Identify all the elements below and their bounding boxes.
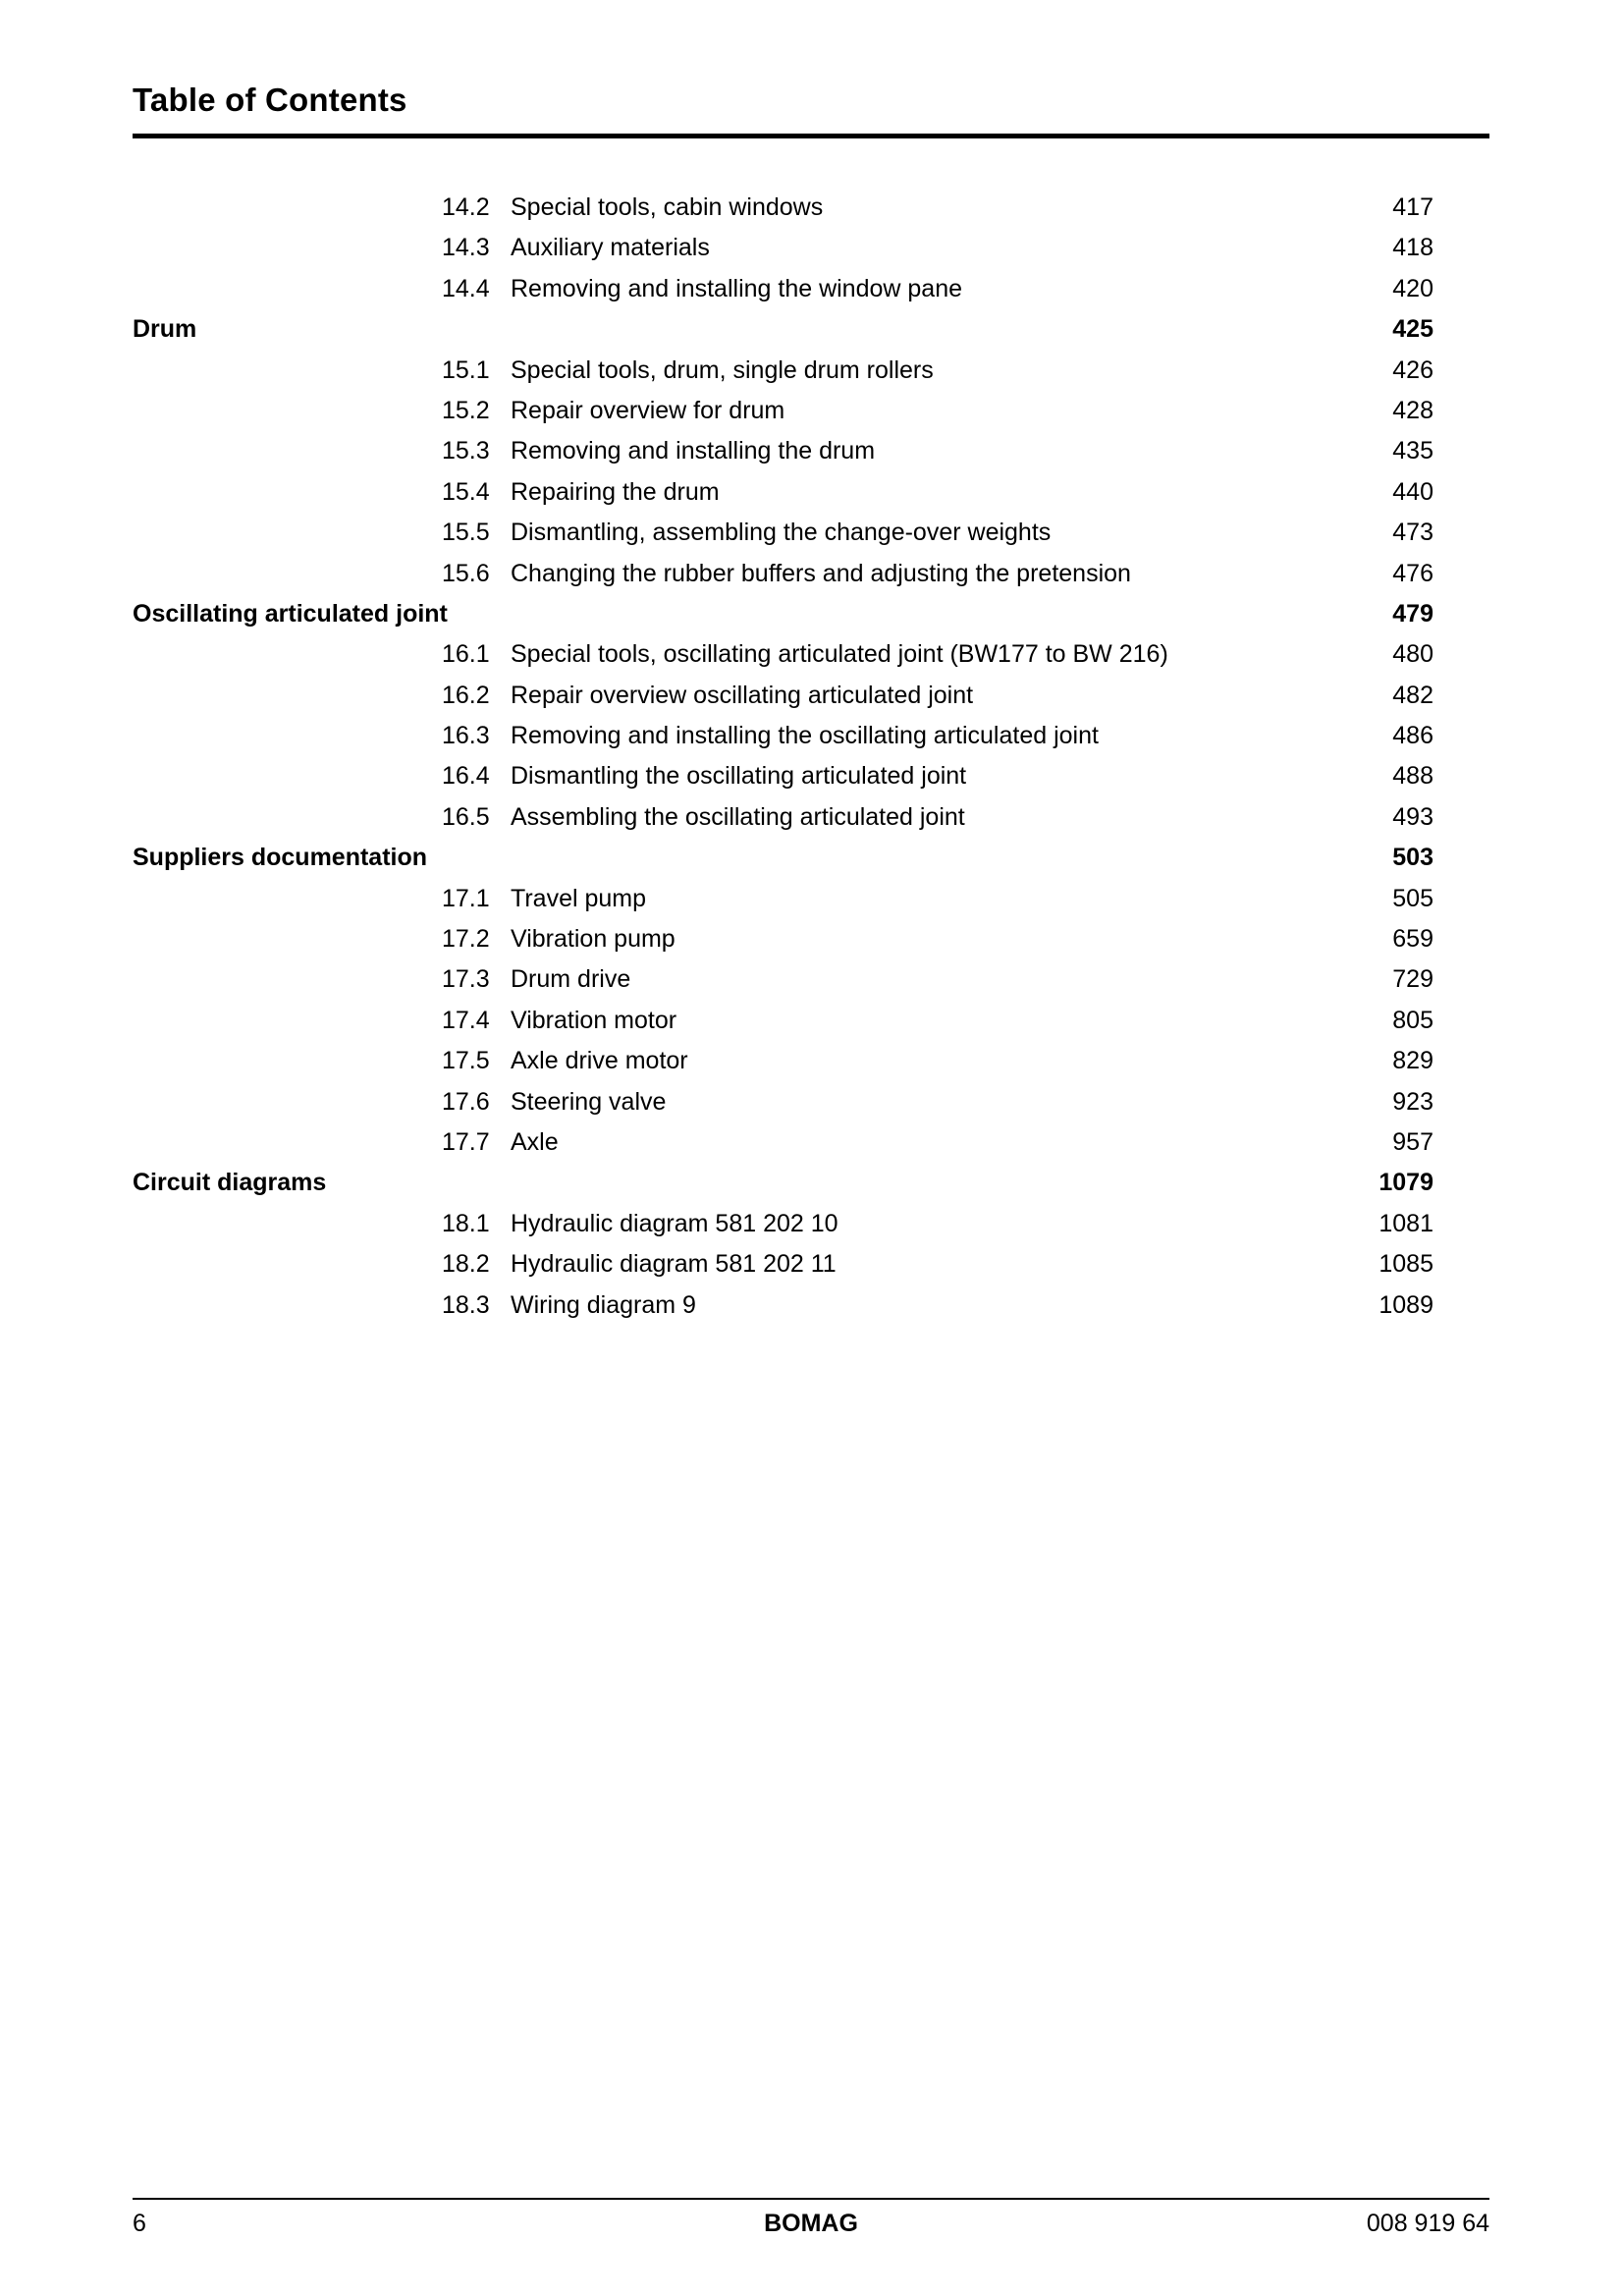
toc-entry-page: 473 [1392, 519, 1433, 547]
toc-entry-page: 486 [1392, 722, 1433, 750]
toc-entry-page: 488 [1392, 762, 1433, 791]
toc-entry-row [133, 513, 1489, 553]
toc-entry-title: Auxiliary materials [511, 234, 710, 262]
toc-entry-left [133, 554, 1131, 594]
toc-entry-page: 435 [1392, 437, 1433, 465]
toc-entry-number: 15.4 [442, 477, 490, 506]
toc-entry-title: Vibration motor [511, 1006, 677, 1034]
toc-entry-row [133, 1244, 1489, 1285]
toc-entry-left [133, 431, 875, 471]
toc-entry-row [133, 879, 1489, 919]
toc-entry-title: Axle drive motor [511, 1047, 688, 1075]
toc-entry-page: 418 [1392, 234, 1433, 262]
toc-entry-page: 425 [1392, 315, 1433, 344]
toc-entry-page: 440 [1392, 477, 1433, 506]
toc-entry-number: 15.2 [442, 396, 490, 424]
toc-entry-left [133, 959, 630, 1000]
toc-entry-row [133, 269, 1489, 309]
toc-entry-number: 18.2 [442, 1250, 490, 1279]
toc-entry-left [133, 269, 962, 309]
toc-entry-left [133, 351, 934, 391]
toc-entry-left [133, 1163, 326, 1203]
toc-entry-title: Steering valve [511, 1087, 667, 1116]
toc-entry-number: 16.1 [442, 640, 490, 669]
toc-entry-left [133, 756, 966, 796]
toc-entry-number: 14.2 [442, 193, 490, 221]
toc-entry-row [133, 1082, 1489, 1122]
toc-entry-title: Repairing the drum [511, 477, 720, 506]
toc-entry-page: 829 [1392, 1047, 1433, 1075]
toc-entry-title: Special tools, cabin windows [511, 193, 824, 221]
toc-entry-number: 14.3 [442, 234, 490, 262]
toc-entry-number: 15.6 [442, 559, 490, 587]
toc-entry-number: 18.3 [442, 1290, 490, 1319]
toc-entry-left [133, 838, 427, 878]
toc-entry-row [133, 797, 1489, 838]
toc-entry-title: Travel pump [511, 884, 647, 912]
toc-entry-number: 17.3 [442, 965, 490, 994]
toc-section-row [133, 838, 1489, 878]
toc-entry-page: 482 [1392, 681, 1433, 709]
toc-entry-title: Drum drive [511, 965, 631, 994]
toc-entry-left [133, 919, 676, 959]
toc-entry-row [133, 1001, 1489, 1041]
toc-entry-title: Changing the rubber buffers and adjusting the pretension [511, 559, 1131, 587]
toc-entry-title: Hydraulic diagram 581 202 10 [511, 1209, 838, 1237]
toc-entry-page: 805 [1392, 1006, 1433, 1034]
toc-entry-title: Removing and installing the drum [511, 437, 876, 465]
toc-section-row [133, 1163, 1489, 1203]
toc-entry-row [133, 554, 1489, 594]
toc-entry-page: 476 [1392, 559, 1433, 587]
footer-doc-number: 008 919 64 [1366, 2210, 1490, 2237]
toc-entry-left [133, 1001, 676, 1041]
toc-entry-page: 1081 [1379, 1209, 1433, 1237]
toc-entry-number: 16.4 [442, 762, 490, 791]
toc-entry-title: Removing and installing the window pane [511, 274, 963, 302]
toc-entry-row [133, 228, 1489, 268]
toc-entry-title: Drum [133, 315, 197, 344]
toc-entry-title: Suppliers documentation [133, 844, 428, 872]
toc-entry-left [133, 1122, 559, 1163]
toc-entry-page: 659 [1392, 925, 1433, 954]
toc-entry-row [133, 1122, 1489, 1163]
page-header [133, 0, 1489, 138]
toc-entry-row [133, 188, 1489, 228]
toc-entry-page: 1079 [1379, 1169, 1433, 1197]
toc-entry-page: 420 [1392, 274, 1433, 302]
toc-entry-row [133, 676, 1489, 716]
toc-entry-page: 426 [1392, 355, 1433, 384]
footer-rule [133, 2198, 1489, 2200]
toc-entry-row [133, 351, 1489, 391]
toc-entry-title: Dismantling, assembling the change-over weights [511, 519, 1052, 547]
toc-entry-left [133, 391, 784, 431]
toc-entry-page: 503 [1392, 844, 1433, 872]
toc-entry-row [133, 1204, 1489, 1244]
toc-entry-title: Repair overview for drum [511, 396, 785, 424]
toc-entry-row [133, 431, 1489, 471]
toc-entry-page: 957 [1392, 1127, 1433, 1156]
toc-entry-left [133, 1082, 666, 1122]
toc-entry-left [133, 879, 646, 919]
toc-entry-number: 16.3 [442, 722, 490, 750]
toc-entry-row [133, 1041, 1489, 1081]
toc-entry-left [133, 1041, 688, 1081]
toc-list [133, 188, 1489, 1326]
toc-entry-left [133, 1285, 696, 1326]
page-footer [133, 2198, 1489, 2238]
toc-entry-row [133, 634, 1489, 675]
toc-entry-page: 729 [1392, 965, 1433, 994]
toc-entry-number: 16.5 [442, 802, 490, 831]
toc-entry-title: Assembling the oscillating articulated joint [511, 802, 965, 831]
toc-entry-title: Wiring diagram 9 [511, 1290, 696, 1319]
toc-entry-title: Circuit diagrams [133, 1169, 327, 1197]
toc-entry-row [133, 919, 1489, 959]
toc-entry-number: 17.7 [442, 1127, 490, 1156]
toc-entry-title: Special tools, drum, single drum rollers [511, 355, 934, 384]
toc-section-row [133, 594, 1489, 634]
toc-entry-title: Repair overview oscillating articulated joint [511, 681, 974, 709]
toc-entry-left [133, 228, 710, 268]
toc-entry-left [133, 676, 973, 716]
toc-entry-left [133, 594, 448, 634]
toc-entry-number: 17.6 [442, 1087, 490, 1116]
toc-entry-number: 15.3 [442, 437, 490, 465]
toc-entry-left [133, 472, 720, 513]
toc-entry-page: 479 [1392, 599, 1433, 628]
toc-entry-page: 923 [1392, 1087, 1433, 1116]
toc-entry-left [133, 309, 196, 350]
toc-entry-left [133, 1244, 837, 1285]
toc-entry-number: 14.4 [442, 274, 490, 302]
toc-entry-title: Dismantling the oscillating articulated joint [511, 762, 967, 791]
toc-entry-row [133, 391, 1489, 431]
toc-entry-row [133, 716, 1489, 756]
toc-entry-title: Removing and installing the oscillating articulated joint [511, 722, 1099, 750]
toc-entry-left [133, 716, 1099, 756]
toc-entry-left [133, 1204, 838, 1244]
toc-entry-row [133, 756, 1489, 796]
toc-entry-number: 17.4 [442, 1006, 490, 1034]
toc-entry-left [133, 797, 965, 838]
toc-entry-page: 1085 [1379, 1250, 1433, 1279]
toc-entry-title: Axle [511, 1127, 559, 1156]
toc-entry-number: 17.1 [442, 884, 490, 912]
toc-entry-page: 480 [1392, 640, 1433, 669]
toc-entry-number: 18.1 [442, 1209, 490, 1237]
toc-entry-left [133, 513, 1051, 553]
toc-entry-page: 505 [1392, 884, 1433, 912]
toc-entry-title: Special tools, oscillating articulated joint (BW177 to BW 216) [511, 640, 1168, 669]
toc-entry-row [133, 1285, 1489, 1326]
toc-entry-row [133, 472, 1489, 513]
footer-brand: BOMAG [764, 2210, 858, 2237]
toc-entry-page: 417 [1392, 193, 1433, 221]
toc-entry-row [133, 959, 1489, 1000]
toc-entry-number: 16.2 [442, 681, 490, 709]
toc-entry-number: 15.1 [442, 355, 490, 384]
footer-page-number: 6 [133, 2210, 146, 2237]
toc-entry-title: Hydraulic diagram 581 202 11 [511, 1250, 837, 1279]
toc-entry-page: 493 [1392, 802, 1433, 831]
toc-entry-number: 17.2 [442, 925, 490, 954]
page-title: Table of Contents [133, 82, 407, 118]
toc-section-row [133, 309, 1489, 350]
toc-entry-number: 15.5 [442, 519, 490, 547]
toc-entry-title: Oscillating articulated joint [133, 599, 448, 628]
header-rule [133, 134, 1489, 138]
toc-entry-left [133, 188, 823, 228]
toc-entry-title: Vibration pump [511, 925, 676, 954]
toc-entry-page: 1089 [1379, 1290, 1433, 1319]
toc-entry-left [133, 634, 1168, 675]
toc-entry-page: 428 [1392, 396, 1433, 424]
toc-entry-number: 17.5 [442, 1047, 490, 1075]
